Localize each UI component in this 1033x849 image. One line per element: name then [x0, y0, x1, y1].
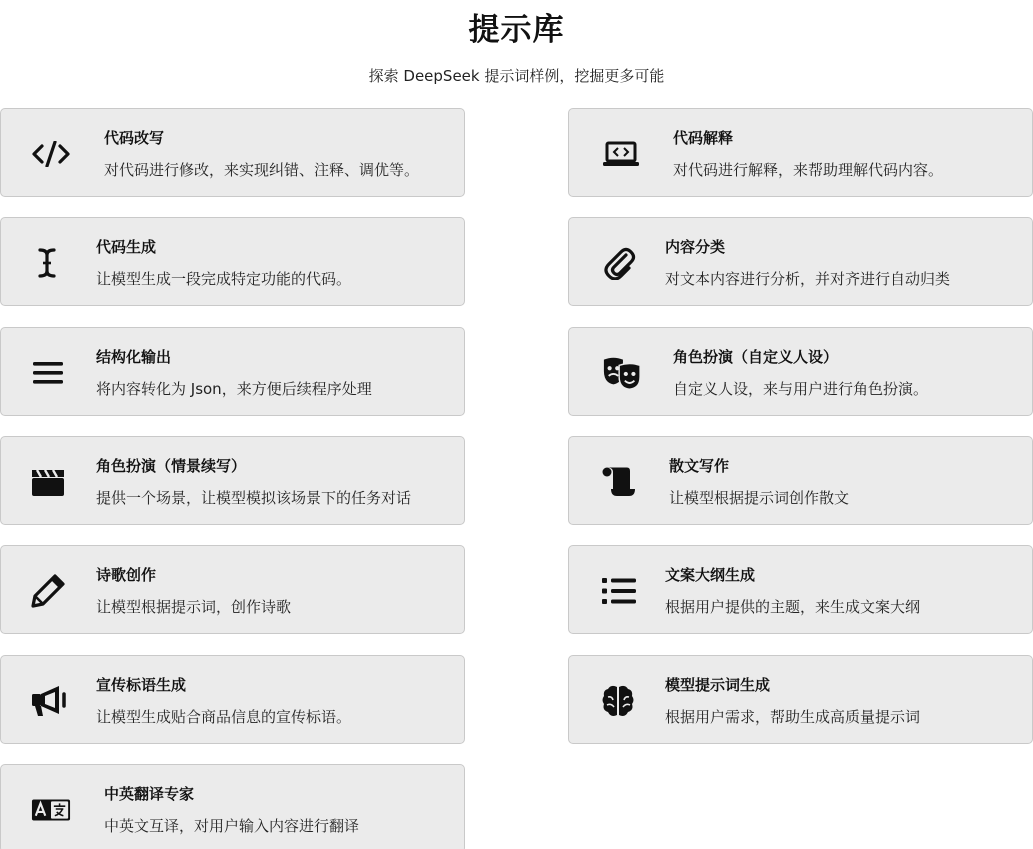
card-title: 代码生成 — [96, 238, 157, 256]
card-title: 宣传标语生成 — [96, 676, 187, 694]
card-title: 代码解释 — [673, 129, 734, 147]
prompt-card-poetry[interactable] — [0, 545, 465, 634]
card-description: 让模型根据提示词，创作诗歌 — [96, 598, 292, 616]
card-description: 对代码进行解释，来帮助理解代码内容。 — [673, 161, 944, 179]
card-title: 结构化输出 — [96, 348, 172, 366]
prompt-card-content-classify[interactable] — [568, 217, 1033, 306]
card-title: 诗歌创作 — [96, 566, 157, 584]
card-description: 让模型生成一段完成特定功能的代码。 — [96, 270, 352, 288]
prompt-card-prose-writing[interactable] — [568, 436, 1033, 525]
prompt-card-code-explain[interactable] — [568, 108, 1033, 197]
list-icon — [599, 546, 639, 635]
card-description: 中英文互译，对用户输入内容进行翻译 — [104, 817, 360, 835]
card-description: 让模型生成贴合商品信息的宣传标语。 — [96, 708, 352, 726]
card-title: 文案大纲生成 — [665, 566, 756, 584]
card-description: 根据用户需求，帮助生成高质量提示词 — [665, 708, 921, 726]
translate-icon — [31, 765, 71, 849]
card-title: 角色扮演（情景续写） — [96, 457, 247, 475]
page-title: 提示库 — [468, 12, 565, 48]
card-description: 让模型根据提示词创作散文 — [669, 489, 850, 507]
menu-lines-icon — [28, 328, 68, 417]
prompt-card-roleplay-persona[interactable] — [568, 327, 1033, 416]
prompt-card-roleplay-scenario[interactable] — [0, 436, 465, 525]
brain-icon — [598, 656, 638, 745]
card-description: 将内容转化为 Json，来方便后续程序处理 — [96, 380, 372, 398]
prompt-card-copy-outline[interactable] — [568, 545, 1033, 634]
code-icon — [31, 109, 71, 198]
card-description: 自定义人设，来与用户进行角色扮演。 — [673, 380, 929, 398]
theater-masks-icon — [602, 328, 642, 417]
text-cursor-icon — [27, 218, 67, 307]
card-title: 散文写作 — [669, 457, 730, 475]
card-description: 根据用户提供的主题，来生成文案大纲 — [665, 598, 921, 616]
pencil-icon — [28, 546, 68, 635]
page-subtitle: 探索 DeepSeek 提示词样例，挖掘更多可能 — [368, 67, 665, 85]
card-title: 内容分类 — [665, 238, 726, 256]
prompt-card-prompt-generate[interactable] — [568, 655, 1033, 744]
clapperboard-icon — [28, 437, 68, 526]
prompt-card-translation[interactable] — [0, 764, 465, 849]
prompt-card-structured-output[interactable] — [0, 327, 465, 416]
megaphone-icon — [28, 656, 68, 745]
card-title: 模型提示词生成 — [665, 676, 771, 694]
paperclip-icon — [599, 218, 639, 307]
laptop-code-icon — [601, 109, 641, 198]
card-description: 对文本内容进行分析，并对齐进行自动归类 — [665, 270, 951, 288]
card-description: 提供一个场景，让模型模拟该场景下的任务对话 — [96, 489, 412, 507]
card-description: 对代码进行修改，来实现纠错、注释、调优等。 — [104, 161, 420, 179]
prompt-card-code-rewrite[interactable] — [0, 108, 465, 197]
card-title: 代码改写 — [104, 129, 165, 147]
prompt-card-code-generate[interactable] — [0, 217, 465, 306]
scroll-icon — [599, 437, 639, 526]
card-title: 角色扮演（自定义人设） — [673, 348, 839, 366]
card-title: 中英翻译专家 — [104, 785, 195, 803]
prompt-card-slogan[interactable] — [0, 655, 465, 744]
